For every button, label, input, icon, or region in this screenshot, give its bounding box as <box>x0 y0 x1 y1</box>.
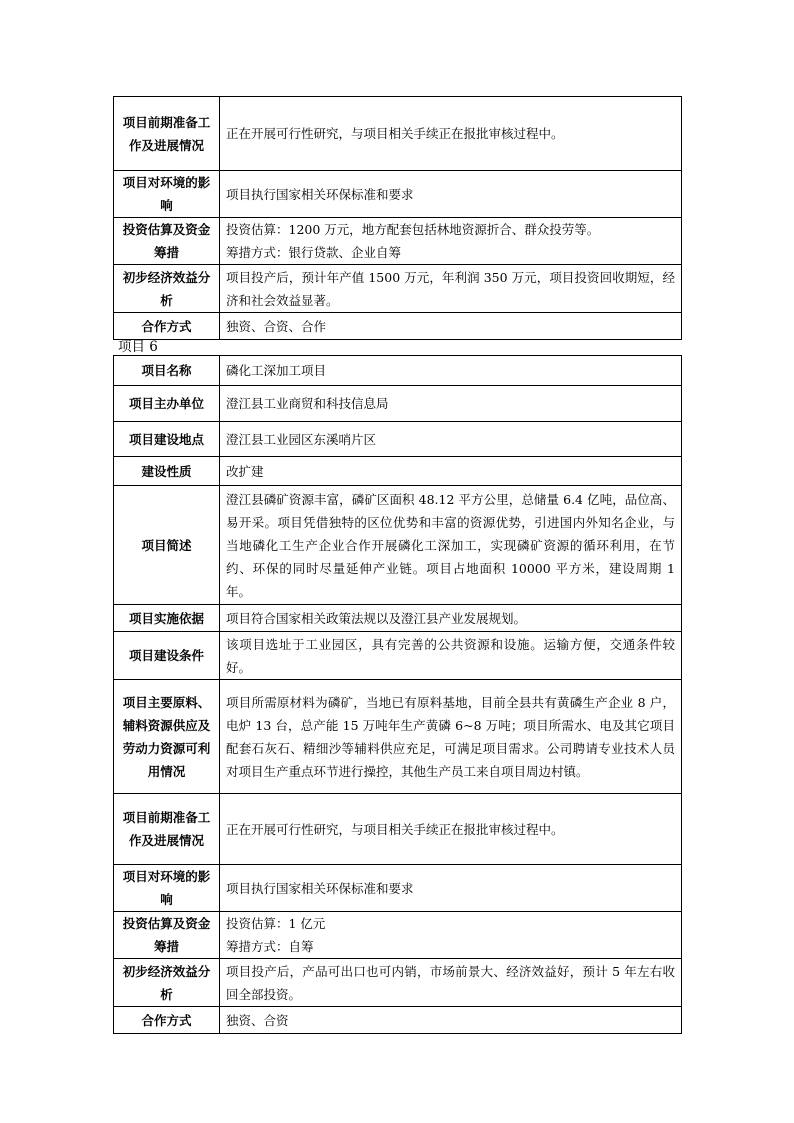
table-row <box>114 97 682 171</box>
row-value-economic-benefit: 项目投产后，预计年产值 1500 万元，年利润 350 万元，项目投资回收期短，经济和社会效益显著。 <box>220 265 682 313</box>
row-label-construction-type: 建设性质 <box>114 457 220 486</box>
row-label-prep-progress: 项目前期准备工作及进展情况 <box>114 794 220 865</box>
investment-estimate-line: 投资估算：1200 万元，地方配套包括林地资源折合、群众投劳等。 <box>226 222 600 237</box>
row-label-basis: 项目实施依据 <box>114 605 220 632</box>
table-row <box>114 1007 682 1034</box>
row-label-economic-benefit: 初步经济效益分析 <box>114 959 220 1007</box>
row-value-conditions: 该项目选址于工业园区，具有完善的公共资源和设施。运输方便，交通条件较好。 <box>220 632 682 680</box>
row-value-prep-progress: 正在开展可行性研究，与项目相关手续正在报批审核过程中。 <box>220 97 682 171</box>
row-label-environment: 项目对环境的影响 <box>114 171 220 218</box>
investment-estimate-line: 投资估算：1 亿元 <box>226 916 326 931</box>
table-row <box>114 605 682 632</box>
table-row <box>114 794 682 865</box>
table-row <box>114 386 682 422</box>
table-row <box>114 486 682 605</box>
row-value-resources: 项目所需原材料为磷矿，当地已有原料基地，目前全县共有黄磷生产企业 8 户，电炉 13 台，总产能 15 万吨年生产黄磷 6~8 万吨；项目所需水、电及其它项目配套石灰石、精细沙等辅料供应充足，可满足项目需求。公司聘请专业技术人员对项目生产重点环节进行操控，其他生产员工来自项目周边村镇。 <box>220 680 682 794</box>
row-value-environment: 项目执行国家相关环保标准和要求 <box>220 171 682 218</box>
row-label-cooperation: 合作方式 <box>114 1007 220 1034</box>
table-row <box>114 218 682 265</box>
row-value-sponsor: 澄江县工业商贸和科技信息局 <box>220 386 682 422</box>
project-caption: 项目 6 <box>118 339 158 355</box>
financing-method-line: 筹措方式：银行贷款、企业自筹 <box>226 245 402 260</box>
row-label-conditions: 项目建设条件 <box>114 632 220 680</box>
row-label-sponsor: 项目主办单位 <box>114 386 220 422</box>
project-6-table <box>113 355 682 1034</box>
row-value-environment: 项目执行国家相关环保标准和要求 <box>220 865 682 912</box>
row-value-summary: 澄江县磷矿资源丰富，磷矿区面积 48.12 平方公里，总储量 6.4 亿吨，品位高、易开采。项目凭借独特的区位优势和丰富的资源优势，引进国内外知名企业，与当地磷化工生产企业合作开展磷化工深加工，实现磷矿资源的循环利用，在节约、环保的同时尽量延伸产业链。项目占地面积 10000 平方米，建设周期 1 年。 <box>220 486 682 605</box>
table-row <box>114 422 682 457</box>
table-row <box>114 680 682 794</box>
table-row <box>114 313 682 340</box>
row-label-prep-progress: 项目前期准备工作及进展情况 <box>114 97 220 171</box>
table-row <box>114 959 682 1007</box>
row-label-investment: 投资估算及资金筹措 <box>114 218 220 265</box>
row-value-cooperation: 独资、合资 <box>220 1007 682 1034</box>
table-row <box>114 265 682 313</box>
row-value-basis: 项目符合国家相关政策法规以及澄江县产业发展规划。 <box>220 605 682 632</box>
row-label-project-name: 项目名称 <box>114 356 220 386</box>
row-value-construction-type: 改扩建 <box>220 457 682 486</box>
row-value-location: 澄江县工业园区东溪哨片区 <box>220 422 682 457</box>
row-value-prep-progress: 正在开展可行性研究，与项目相关手续正在报批审核过程中。 <box>220 794 682 865</box>
financing-method-line: 筹措方式：自筹 <box>226 939 314 954</box>
row-label-location: 项目建设地点 <box>114 422 220 457</box>
row-value-investment <box>220 218 682 265</box>
project-table-previous <box>113 96 682 340</box>
row-label-resources: 项目主要原料、辅料资源供应及劳动力资源可利用情况 <box>114 680 220 794</box>
row-value-cooperation: 独资、合资、合作 <box>220 313 682 340</box>
row-value-investment <box>220 912 682 959</box>
row-label-economic-benefit: 初步经济效益分析 <box>114 265 220 313</box>
table-row <box>114 865 682 912</box>
row-label-environment: 项目对环境的影响 <box>114 865 220 912</box>
table-row <box>114 171 682 218</box>
row-label-summary: 项目简述 <box>114 486 220 605</box>
row-value-project-name: 磷化工深加工项目 <box>220 356 682 386</box>
row-value-economic-benefit: 项目投产后，产品可出口也可内销，市场前景大、经济效益好，预计 5 年左右收回全部投资。 <box>220 959 682 1007</box>
row-label-cooperation: 合作方式 <box>114 313 220 340</box>
table-row <box>114 632 682 680</box>
table-row <box>114 912 682 959</box>
table-row <box>114 356 682 386</box>
table-row <box>114 457 682 486</box>
row-label-investment: 投资估算及资金筹措 <box>114 912 220 959</box>
